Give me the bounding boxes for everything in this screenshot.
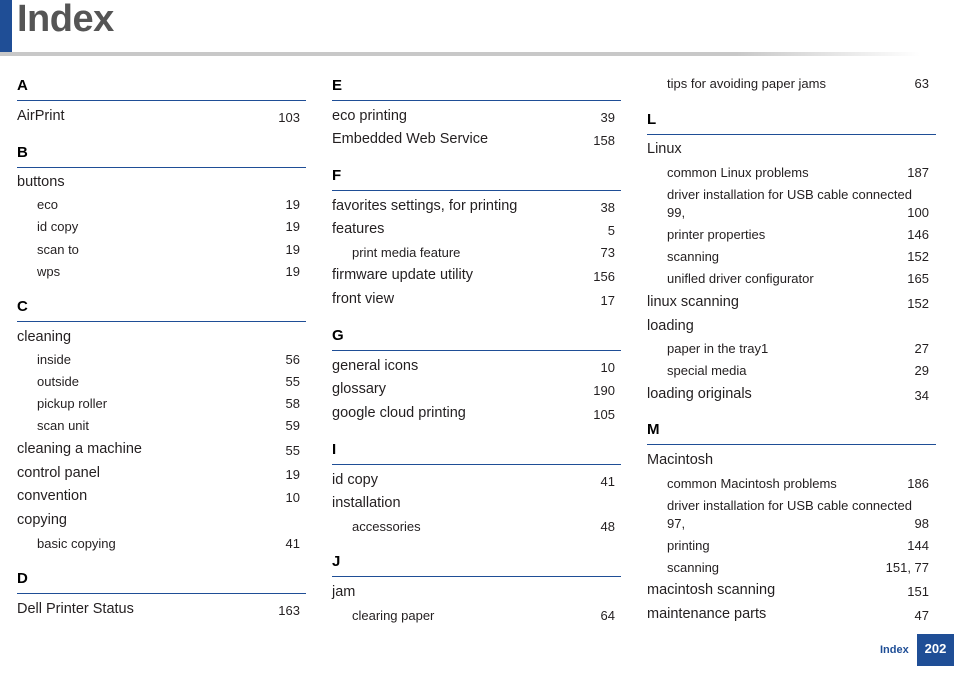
- footer-page-number: 202: [917, 634, 954, 666]
- index-page-ref[interactable]: 165: [907, 271, 929, 286]
- index-page-ref[interactable]: 19: [285, 219, 300, 234]
- index-subentry: driver installation for USB cable connected: [667, 187, 912, 202]
- index-entry: firmware update utility: [332, 267, 474, 283]
- index-letter-rule: [17, 100, 306, 101]
- index-letter-rule: [332, 576, 621, 577]
- index-page-ref[interactable]: 187: [907, 165, 929, 180]
- index-letter-heading: A: [17, 77, 28, 94]
- index-page-ref[interactable]: 152: [907, 296, 929, 311]
- index-subentry: printing: [667, 538, 710, 553]
- index-entry: Embedded Web Service: [332, 131, 489, 147]
- title-divider: [0, 52, 920, 56]
- index-subentry: wps: [37, 264, 61, 279]
- index-subentry: basic copying: [37, 536, 116, 551]
- index-entry: general icons: [332, 358, 419, 374]
- index-page-ref[interactable]: 5: [607, 223, 615, 238]
- index-subentry: print media feature: [352, 245, 461, 260]
- index-page-ref[interactable]: 73: [600, 245, 615, 260]
- index-subentry: accessories: [352, 519, 421, 534]
- index-letter-rule: [332, 100, 621, 101]
- index-page-ref[interactable]: 59: [285, 418, 300, 433]
- index-letter-rule: [17, 321, 306, 322]
- title-accent-bar: [0, 0, 12, 52]
- index-page-ref[interactable]: 47: [914, 608, 929, 623]
- index-subentry: paper in the tray1: [667, 341, 769, 356]
- index-page-ref[interactable]: 151, 77: [885, 560, 929, 575]
- index-subentry: common Linux problems: [667, 165, 809, 180]
- index-page-ref[interactable]: 41: [600, 474, 615, 489]
- index-page-ref[interactable]: 38: [600, 200, 615, 215]
- index-entry: google cloud printing: [332, 405, 466, 421]
- index-page-ref[interactable]: 103: [278, 110, 300, 125]
- index-entry: glossary: [332, 381, 386, 397]
- index-page-ref[interactable]: 156: [593, 269, 615, 284]
- index-subentry: scanning: [667, 560, 720, 575]
- index-page-ref[interactable]: 55: [285, 374, 300, 389]
- index-subentry: scanning: [667, 249, 720, 264]
- index-subentry: common Macintosh problems: [667, 476, 837, 491]
- index-entry: features: [332, 221, 385, 237]
- index-letter-rule: [332, 464, 621, 465]
- index-page-ref[interactable]: 158: [593, 133, 615, 148]
- index-page-ref[interactable]: 146: [907, 227, 929, 242]
- index-entry: convention: [17, 488, 88, 504]
- index-subentry: unifled driver configurator: [667, 271, 814, 286]
- index-letter-rule: [332, 190, 621, 191]
- index-page-ref[interactable]: 64: [600, 608, 615, 623]
- index-page-ref[interactable]: 27: [914, 341, 929, 356]
- index-entry: loading: [647, 318, 694, 334]
- index-page-ref[interactable]: 48: [600, 519, 615, 534]
- index-letter-heading: D: [17, 570, 28, 587]
- index-entry: cleaning: [17, 329, 72, 345]
- index-subentry-continuation: 99,: [667, 205, 686, 220]
- index-entry: jam: [332, 584, 356, 600]
- index-letter-heading: I: [332, 441, 337, 458]
- index-subentry: eco: [37, 197, 58, 212]
- index-entry: copying: [17, 512, 67, 528]
- index-page-ref[interactable]: 186: [907, 476, 929, 491]
- page-title: Index: [17, 0, 114, 40]
- index-subentry: scan unit: [37, 418, 90, 433]
- index-entry: linux scanning: [647, 294, 739, 310]
- index-subentry: pickup roller: [37, 396, 108, 411]
- index-entry: Dell Printer Status: [17, 601, 134, 617]
- index-page-ref[interactable]: 34: [914, 388, 929, 403]
- index-page-ref[interactable]: 41: [285, 536, 300, 551]
- index-letter-rule: [17, 167, 306, 168]
- index-page-ref[interactable]: 10: [600, 360, 615, 375]
- index-page-ref[interactable]: 152: [907, 249, 929, 264]
- index-page-ref[interactable]: 19: [285, 197, 300, 212]
- index-page-ref[interactable]: 190: [593, 383, 615, 398]
- index-letter-rule: [17, 593, 306, 594]
- index-subentry: special media: [667, 363, 747, 378]
- index-page-ref[interactable]: 10: [285, 490, 300, 505]
- index-subentry: outside: [37, 374, 79, 389]
- index-letter-heading: B: [17, 144, 28, 161]
- index-subentry: tips for avoiding paper jams: [667, 76, 826, 91]
- index-entry: front view: [332, 291, 395, 307]
- index-entry: id copy: [332, 472, 378, 488]
- index-entry: maintenance parts: [647, 606, 767, 622]
- index-page-ref[interactable]: 55: [285, 443, 300, 458]
- index-entry: buttons: [17, 174, 65, 190]
- index-page-ref[interactable]: 63: [914, 76, 929, 91]
- index-page-ref[interactable]: 17: [600, 293, 615, 308]
- index-page-ref[interactable]: 144: [907, 538, 929, 553]
- index-subentry: id copy: [37, 219, 79, 234]
- index-page-ref[interactable]: 19: [285, 467, 300, 482]
- index-letter-heading: E: [332, 77, 343, 94]
- index-entry: Linux: [647, 141, 682, 157]
- index-subentry: clearing paper: [352, 608, 435, 623]
- index-letter-heading: C: [17, 298, 28, 315]
- index-letter-heading: M: [647, 421, 660, 438]
- index-subentry-continuation: 97,: [667, 516, 686, 531]
- index-subentry: scan to: [37, 242, 79, 257]
- index-letter-heading: G: [332, 327, 344, 344]
- index-page-ref[interactable]: 58: [285, 396, 300, 411]
- index-subentry: printer properties: [667, 227, 766, 242]
- index-page-ref[interactable]: 151: [907, 584, 929, 599]
- index-page-ref[interactable]: 39: [600, 110, 615, 125]
- index-letter-rule: [332, 350, 621, 351]
- index-entry: AirPrint: [17, 108, 65, 124]
- index-page-ref[interactable]: 105: [593, 407, 615, 422]
- index-letter-heading: L: [647, 111, 657, 128]
- index-page-ref[interactable]: 19: [285, 242, 300, 257]
- index-entry: control panel: [17, 465, 101, 481]
- index-entry: installation: [332, 495, 401, 511]
- index-entry: eco printing: [332, 108, 407, 124]
- index-page-ref[interactable]: 56: [285, 352, 300, 367]
- index-entry: loading originals: [647, 386, 752, 402]
- index-page-ref[interactable]: 98: [914, 516, 929, 531]
- index-letter-rule: [647, 444, 936, 445]
- index-subentry: driver installation for USB cable connected: [667, 498, 912, 513]
- index-letter-heading: J: [332, 553, 341, 570]
- index-page-ref[interactable]: 19: [285, 264, 300, 279]
- index-letter-heading: F: [332, 167, 342, 184]
- index-entry: cleaning a machine: [17, 441, 142, 457]
- footer-section-label: Index: [880, 644, 909, 656]
- index-page-ref[interactable]: 29: [914, 363, 929, 378]
- index-entry: Macintosh: [647, 452, 714, 468]
- index-page-ref[interactable]: 100: [907, 205, 929, 220]
- index-letter-rule: [647, 134, 936, 135]
- index-entry: favorites settings, for printing: [332, 198, 518, 214]
- index-page-ref[interactable]: 163: [278, 603, 300, 618]
- index-entry: macintosh scanning: [647, 582, 776, 598]
- index-subentry: inside: [37, 352, 71, 367]
